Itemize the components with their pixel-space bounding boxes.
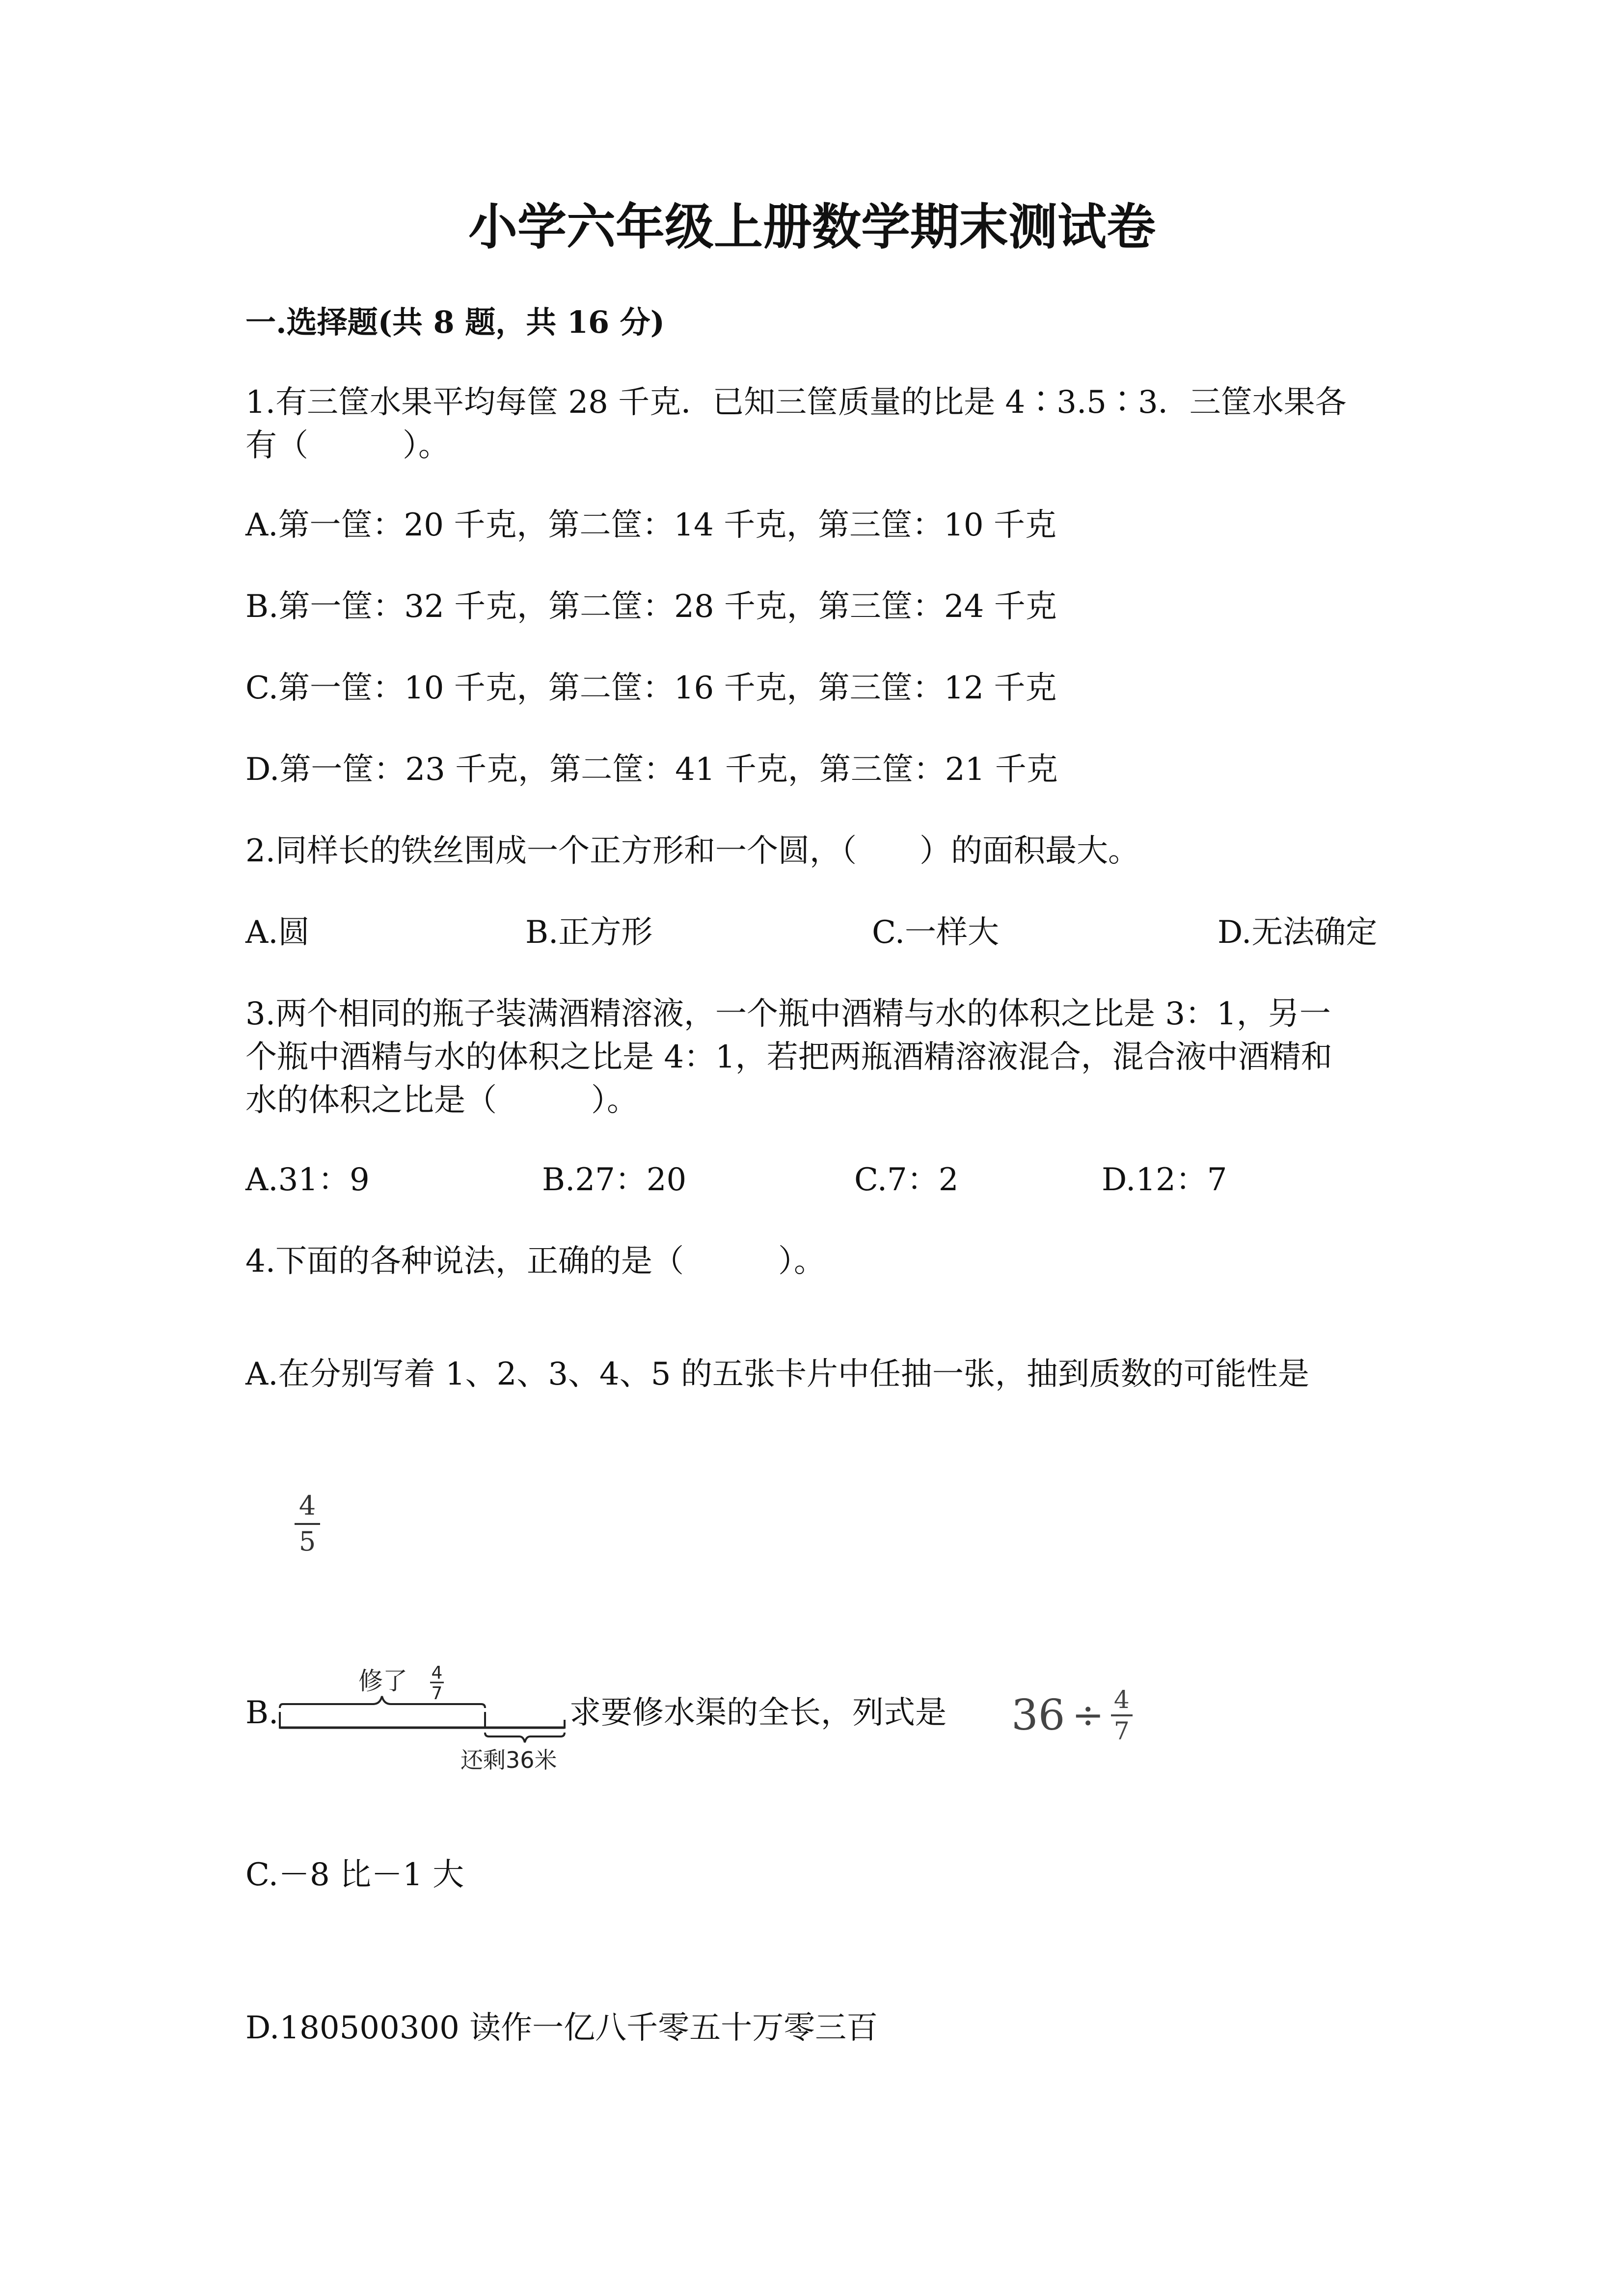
q1-option-a: A.第一筐：20 千克，第二筐：14 千克，第三筐：10 千克: [245, 507, 1056, 543]
q3-option-b: B.27：20: [542, 1162, 687, 1198]
q2-stem: 2.同样长的铁丝围成一个正方形和一个圆，（ ）的面积最大。: [245, 833, 1140, 869]
fraction-numerator: 4: [298, 1490, 316, 1521]
q3-option-a: A.31：9: [245, 1162, 370, 1198]
q3-option-d: D.12：7: [1102, 1162, 1227, 1198]
q2-option-b: B.正方形: [525, 914, 653, 951]
q1-option-b: B.第一筐：32 千克，第二筐：28 千克，第三筐：24 千克: [245, 588, 1057, 625]
q1-option-d: D.第一筐：23 千克，第二筐：41 千克，第三筐：21 千克: [245, 751, 1058, 788]
canal-diagram: [275, 1654, 579, 1782]
remaining-label: 还剩36米: [460, 1747, 557, 1773]
q1-option-c: C.第一筐：10 千克，第二筐：16 千克，第三筐：12 千克: [245, 670, 1057, 706]
q4-option-b-text: 求要修水渠的全长，列式是: [569, 1695, 947, 1731]
fraction-bar: [295, 1523, 320, 1525]
q2-option-a: A.圆: [245, 914, 310, 951]
q3-stem-line2: 个瓶中酒精与水的体积之比是 4：1，若把两瓶酒精溶液混合，混合液中酒精和: [245, 1039, 1332, 1075]
formula-fraction: [1111, 1687, 1133, 1744]
q3-stem-line1: 3.两个相同的瓶子装满酒精溶液，一个瓶中酒精与水的体积之比是 3：1，另一: [245, 996, 1331, 1032]
formula-whole: 36: [1011, 1691, 1065, 1740]
formula-divide-sign: ÷: [1072, 1693, 1104, 1737]
q4-stem: 4.下面的各种说法，正确的是（ ）。: [245, 1243, 826, 1280]
section-heading: 一.选择题(共 8 题，共 16 分): [245, 304, 665, 340]
formula-numerator: 4: [1113, 1685, 1130, 1714]
formula-denominator: 7: [1113, 1717, 1130, 1745]
remaining-brace: [485, 1733, 565, 1742]
division-formula: [1011, 1679, 1133, 1752]
repaired-label: 修了: [358, 1667, 407, 1695]
repaired-brace: [280, 1696, 485, 1708]
q1-stem-line2: 有（ ）。: [245, 427, 450, 464]
formula-fraction-bar: [1111, 1714, 1133, 1716]
q4-option-b-prefix: B.: [245, 1695, 279, 1731]
q4-option-a-fraction: [295, 1492, 320, 1555]
q4-option-c: C.－8 比－1 大: [245, 1857, 464, 1893]
fraction-denominator: 5: [298, 1525, 316, 1557]
q4-option-d: D.180500300 读作一亿八千零五十万零三百: [245, 2010, 878, 2046]
repaired-fraction-num: 4: [431, 1663, 443, 1683]
q3-stem-line3: 水的体积之比是（ ）。: [245, 1082, 638, 1119]
q2-option-d: D.无法确定: [1218, 914, 1378, 951]
q4-option-a: A.在分别写着 1、2、3、4、5 的五张卡片中任抽一张，抽到质数的可能性是: [245, 1356, 1309, 1392]
page-title: 小学六年级上册数学期末测试卷: [468, 198, 1156, 256]
q2-option-c: C.一样大: [872, 914, 1000, 951]
repaired-fraction-den: 7: [431, 1683, 443, 1704]
q3-option-c: C.7：2: [854, 1162, 959, 1198]
q1-stem-line1: 1.有三筐水果平均每筐 28 千克．已知三筐质量的比是 4∶3.5∶3．三筐水果各: [245, 384, 1347, 421]
